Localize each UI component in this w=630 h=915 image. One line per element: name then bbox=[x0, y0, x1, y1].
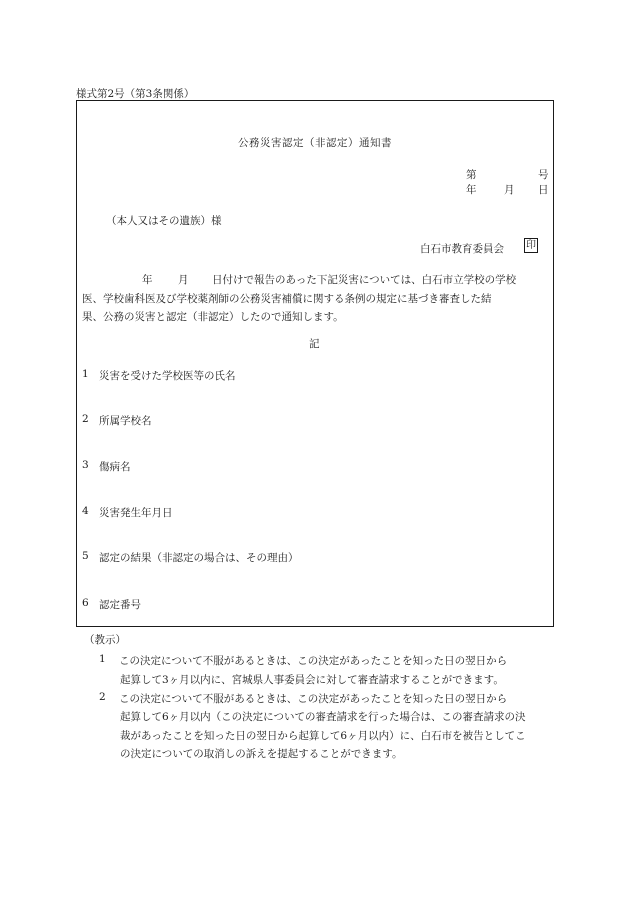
body-month: 月 bbox=[178, 274, 189, 286]
notice-number: 1 bbox=[99, 653, 106, 665]
item-number: 2 bbox=[82, 413, 89, 425]
notice-text: この決定について不服があるときは、この決定があったことを知った日の翌日から bbox=[119, 693, 508, 705]
notice-heading: （教示） bbox=[84, 634, 126, 646]
addressee: （本人又はその遺族）様 bbox=[106, 215, 222, 227]
date-day: 日 bbox=[538, 184, 549, 196]
item-number: 6 bbox=[82, 597, 89, 609]
item-label: 災害発生年月日 bbox=[99, 507, 173, 519]
number-go: 号 bbox=[538, 169, 549, 181]
body-year: 年 bbox=[142, 274, 153, 286]
item-label: 認定の結果（非認定の場合は、その理由） bbox=[99, 552, 299, 564]
item-number: 1 bbox=[82, 368, 89, 380]
body-line-2: 医、学校歯科医及び学校薬剤師の公務災害補償に関する条例の規定に基づき審査した結 bbox=[82, 293, 492, 305]
issuer: 白石市教育委員会 bbox=[420, 243, 504, 255]
body-line-1-text: 日付けで報告のあった下記災害については、白石市立学校の学校 bbox=[212, 274, 517, 286]
form-label: 様式第2号（第3条関係） bbox=[76, 88, 195, 100]
body-line-3: 果、公務の災害と認定（非認定）したので通知します。 bbox=[82, 311, 344, 323]
seal-mark: 印 bbox=[526, 240, 536, 251]
notice-text-continued: の決定についての取消しの訴えを提起することができます。 bbox=[120, 748, 403, 760]
ki-heading: 記 bbox=[309, 338, 320, 350]
item-label: 認定番号 bbox=[99, 599, 141, 611]
date-month: 月 bbox=[504, 184, 515, 196]
document-title: 公務災害認定（非認定）通知書 bbox=[238, 137, 392, 149]
form-frame bbox=[76, 100, 554, 627]
item-label: 傷病名 bbox=[99, 461, 131, 473]
number-dai: 第 bbox=[466, 169, 477, 181]
item-number: 4 bbox=[82, 505, 89, 517]
item-label: 所属学校名 bbox=[99, 415, 152, 427]
date-year: 年 bbox=[466, 184, 477, 196]
notice-text-continued: 裁があったことを知った日の翌日から起算して6ヶ月以内）に、白石市を被告としてこ bbox=[120, 730, 526, 742]
notice-text-continued: 起算して6ヶ月以内（この決定についての審査請求を行った場合は、この審査請求の決 bbox=[120, 711, 526, 723]
notice-text: この決定について不服があるときは、この決定があったことを知った日の翌日から bbox=[119, 655, 508, 667]
notice-number: 2 bbox=[99, 691, 106, 703]
item-number: 5 bbox=[82, 550, 89, 562]
item-label: 災害を受けた学校医等の氏名 bbox=[99, 370, 236, 382]
item-number: 3 bbox=[82, 459, 89, 471]
notice-text-continued: 起算して3ヶ月以内に、宮城県人事委員会に対して審査請求することができます。 bbox=[120, 674, 504, 686]
